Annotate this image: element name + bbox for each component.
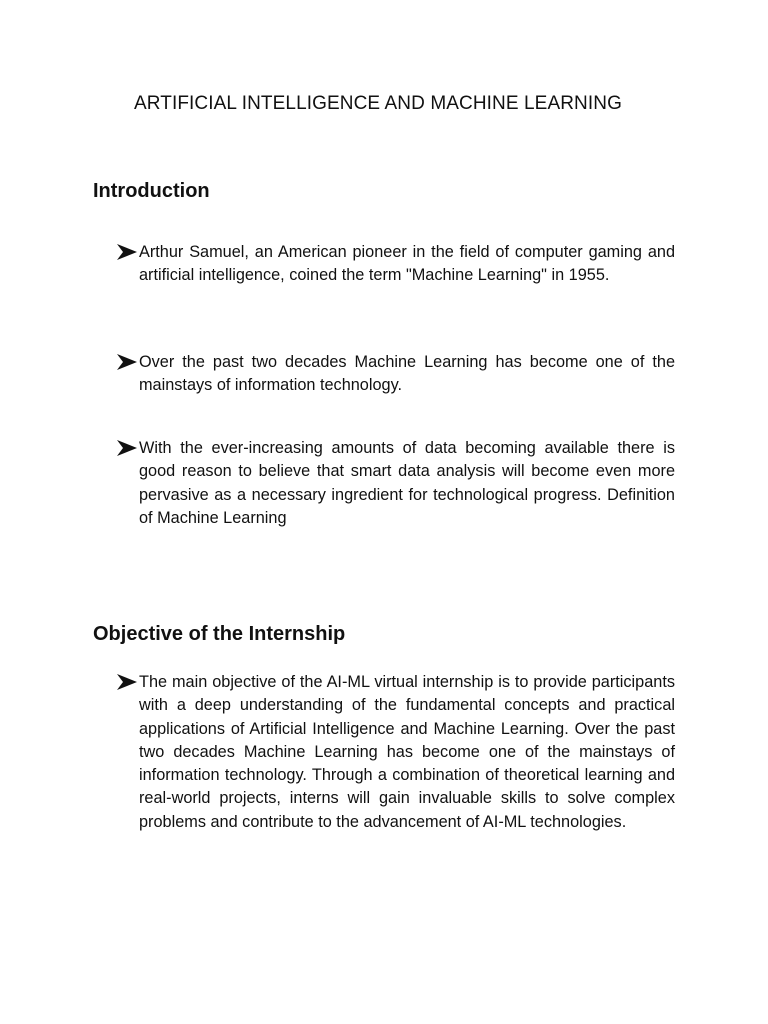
bullet-text: Over the past two decades Machine Learning has become one of the mainstays of information technology. xyxy=(139,353,675,395)
document-title: ARTIFICIAL INTELLIGENCE AND MACHINE LEARNING xyxy=(134,93,622,114)
list-item xyxy=(116,241,676,288)
bullet-text: With the ever-increasing amounts of data becoming available there is good reason to believe that smart data analysis will become even more pervasive as a necessary ingredient for technological progress. Definition of Machine Learning xyxy=(139,439,675,527)
bullet-text: Arthur Samuel, an American pioneer in the field of computer gaming and artificial intelligence, coined the term "Machine Learning" in 1955. xyxy=(139,243,675,285)
section-heading-objective: Objective of the Internship xyxy=(93,623,346,645)
arrowhead-bullet-icon xyxy=(116,351,138,373)
list-item xyxy=(116,671,676,834)
arrowhead-bullet-icon xyxy=(116,437,138,459)
list-item xyxy=(116,437,676,530)
list-item xyxy=(116,351,676,398)
bullet-text: The main objective of the AI-ML virtual internship is to provide participants with a deep understanding of the fundamental concepts and practical applications of Artificial Intelligence and Machine Learning. Over the past two decades Machine Learning has become one of the mainstays of information technology. Through a combination of theoretical learning and real-world projects, interns will gain invaluable skills to solve complex problems and contribute to the advancement of AI-ML technologies. xyxy=(139,673,675,831)
arrowhead-bullet-icon xyxy=(116,671,138,693)
section-heading-introduction: Introduction xyxy=(93,180,210,202)
arrowhead-bullet-icon xyxy=(116,241,138,263)
